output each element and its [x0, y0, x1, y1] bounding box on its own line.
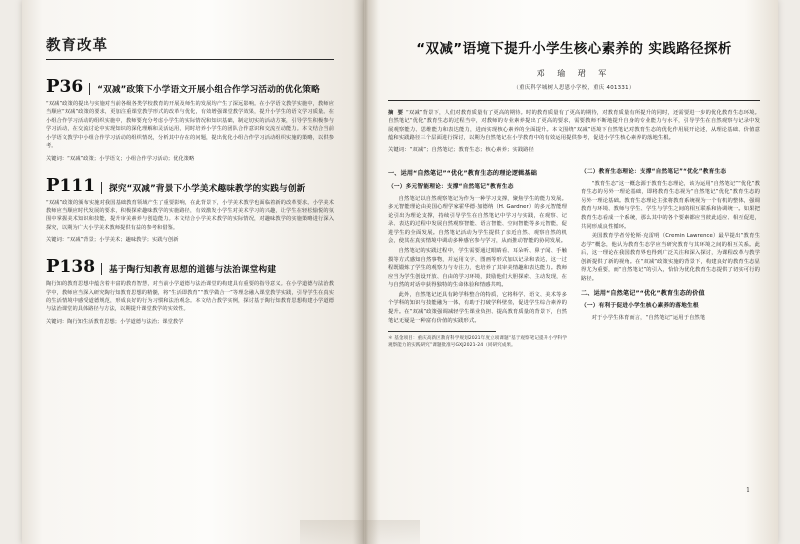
article-author: 邓 瑜 珺 军	[536, 68, 612, 78]
article-keywords: 关键词：“双减”；自然笔记；教育生态；核心素养；实践路径	[388, 146, 535, 153]
heading-level-2: 二、运用“自然笔记”“优化”教育生态的价值	[581, 289, 705, 297]
paragraph: 自然笔记以自然观察笔记为作为一种学习支撑，聚焦学生的能力发展。多元智能理论由美国心理学家霍华德·加德纳（H. Gardner）的多元智能理论引出为理论支撑，持续引导学生在自然笔记中学习与实践，在观察、记录、表达的过程中发展自然观察智能、语言智能、空间智能等多元智能，促进学生的全面发展。自然笔记活动为学生提供了亲近自然、观察自然的机会，使其在真实情境中调动多种感官参与学习，从而推动智能的协同发展。	[388, 195, 567, 245]
page-title: “双减”语境下提升小学生核心素养的 实践路径探析	[416, 41, 732, 57]
divider	[89, 83, 90, 95]
divider	[388, 100, 760, 101]
toc-entry-keywords: 关键词：陶行知生活教育思想；小学道德与法治；课堂教学	[46, 318, 184, 325]
toc-entry-title-row	[46, 78, 334, 96]
section-heading-rule	[46, 59, 334, 60]
footnote-rule	[388, 331, 496, 332]
abstract-label: 摘 要	[388, 109, 405, 116]
footnote: ＊ 基金项目：重庆高新区教育科学规划2021年度立项课题“基于观察笔记提升小学科学观察能力的实践研究”课题批准号GXJ2021-24（同研究成果。	[388, 336, 567, 349]
article-abstract	[388, 109, 760, 155]
article-body	[388, 164, 760, 349]
toc-entry-title: 基于陶行知教育思想的道德与法治课堂构建	[109, 265, 277, 276]
list-item[interactable]	[46, 258, 334, 325]
toc-entry-title: 探究“双减”背景下小学美术趣味教学的实践与创新	[109, 183, 306, 194]
article-column-right	[581, 164, 760, 349]
toc-entry-title: “双减”政策下小学语文开展小组合作学习活动的优化策略	[97, 85, 320, 96]
page-marker: P36	[46, 76, 84, 97]
toc-entry-abstract: “双减”政策的提出与实施对当前各级各类学校教育的开展及师生的发展均产生了深远影响。在小学语文教学实施中，教师应当顺应“双减”政策的要求，更加注重课堂教学形式的改革与优化，有效增强课堂教学效果，提升小学生的语文学习质量。在小组合作学习活动的组织实施中，教师要充分考虑小学生的实际情况和知识基础，制定切实的活动方案，引导学生积极参与学习活动，在交流讨论中实现知识的深化理解和灵活运用，同时培养小学生的团队合作意识和交流互动能力。本文结合当前小学语文教学中小组合作学习活动的组织情况，分析其中存在的问题，提出优化小组合作学习活动组织实施的策略，以供参考。	[46, 101, 334, 150]
list-item[interactable]	[46, 174, 334, 244]
toc-entry-keywords: 关键词：“双减”政策；小学语文；小组合作学习活动；优化策略	[46, 155, 195, 162]
page-number: 1	[746, 487, 750, 494]
paragraph: 此外，自然笔记还具有跨学科整合的特质，它将科学、语文、美术等多个学科的知识与技能融为一体，有助于打破学科壁垒，促进学生综合素养的提升。在“双减”政策强调减轻学生课业负担、提高教育质量的背景下，自然笔记无疑是一种富有价值的实践形式。	[388, 291, 567, 324]
article-page-content	[388, 40, 760, 506]
heading-level-3: （二）教育生态理论：支撑“自然笔记”“优化”教育生态	[581, 169, 727, 176]
article-affiliation: （重庆科学城树人思恩小学校，重庆 401331）	[513, 84, 635, 91]
toc-entry-abstract: “双减”政策的颁布实施对我国基础教育领域产生了重要影响，在此背景下，小学美术教学也面临着新的改革要求。小学美术教师应当顺应时代发展的要求，积极探索趣味教学的实施路径，有效激发小学生对美术学习的兴趣，让学生在轻松愉悦的氛围中掌握美术知识和技能，提升审美素养与创造能力。本文结合小学美术教学的实际情况，对趣味教学的实施策略进行深入探究，以期为广大小学美术教师提供有益的参考和借鉴。	[46, 199, 334, 231]
heading-level-3: （一）有利于促进小学生核心素养的落地生根	[581, 303, 699, 310]
heading-level-2: 一、运用“自然笔记”“优化”教育生态的理论逻辑基础	[388, 170, 537, 178]
paragraph: 美国教育学者劳伦斯·克雷明（Cremin Lawrence）最早提出“教育生态学”概念，他认为教育生态学应当研究教育与其环境之间的相互关系。此后，这一理论在我国教育界也得到广泛关注和深入探讨，为课程改革与教学创新提供了新的视角。在“双减”政策实施的背景下，构建良好的教育生态显得尤为重要，而“自然笔记”的引入，恰恰为优化教育生态提供了切实可行的路径。	[581, 233, 760, 283]
article-column-left	[388, 164, 567, 349]
abstract-text: “双减”背景下，人们对教育质量有了更高的期待。时的教育质量有了更高的期待，对教育质量有所提升的同时，还需要进一步的优化教育生态环境。自然笔记“优化”教育生态的过程当中，对教师的专业素养提出了更高的要求，需要教师不断地提升自身的专业能力与水平，引导学生在自然观察与记录中发展观察能力、思维能力和表达能力，进而实现核心素养的全面提升。本文围绕“双减”语境下自然笔记对教育生态的优化作用展开论述，从理论基础、价值意蕴和实践路径三个层面进行探讨，以期为自然笔记在小学教育中的有效运用提供参考，促进小学生核心素养的落地生根。	[388, 109, 760, 142]
paragraph: 自然笔记的实践过程中，学生需要通过眼睛看、耳朵听、鼻子闻、手触摸等方式感知自然事物，并运用文字、图画等形式加以记录和表达，这一过程既锻炼了学生的观察力与专注力，也培养了其审美情趣和表达能力。教师应当为学生创设开放、自由的学习环境，鼓励他们大胆探索、主动发现，在与自然的对话中获得独特的生命体验和情感共鸣。	[388, 248, 567, 289]
list-item[interactable]	[46, 78, 334, 162]
toc-entry-abstract: 陶行知的教育思想中蕴含着丰富的教育智慧，对当前小学道德与法治课堂的构建具有重要的指导意义。在小学道德与法治教学中，教师应当深入研究陶行知教育思想的精髓，将“生活即教育”“教学做合一”等理念融入课堂教学实践，引导学生在真实的生活情境中感受道德规范，形成良好的行为习惯和法治观念。本文结合教学实例，探讨基于陶行知教育思想构建小学道德与法治课堂的具体路径与方法，以期提升课堂教学的实效性。	[46, 281, 334, 313]
toc-entry-title-row	[46, 174, 334, 196]
toc-entry-title-row	[46, 258, 334, 276]
divider	[101, 263, 102, 275]
paragraph: “教育生态”这一概念源于教育生态理论，该为运用“自然笔记”“优化”教育生态的另外一理论基础，即将教育生态视为“自然笔记”优化”教育生态的另外一理论基础。教育生态理论主张将教育系统视为一个有机的整体，强调教育与环境、教师与学生、学生与学生之间的相互联系和协调统一。如果把教育生态看成一个系统，那么其中的各个要素都应当彼此适应、相互促进，共同形成良性循环。	[581, 180, 760, 230]
paragraph: 对于小学生体育而言，“自然笔记”运用于自然笔	[591, 314, 706, 321]
heading-level-3: （一）多元智能理论：支撑“自然笔记”教育生态	[388, 184, 514, 191]
divider	[101, 182, 102, 194]
section-heading: 教育改革	[46, 38, 108, 54]
page-marker: P111	[46, 174, 96, 196]
toc-page-content	[46, 34, 334, 504]
toc-entry-keywords: 关键词：“双减”背景；小学美术；趣味教学；实践与创新	[46, 237, 179, 244]
page-marker: P138	[46, 256, 96, 278]
